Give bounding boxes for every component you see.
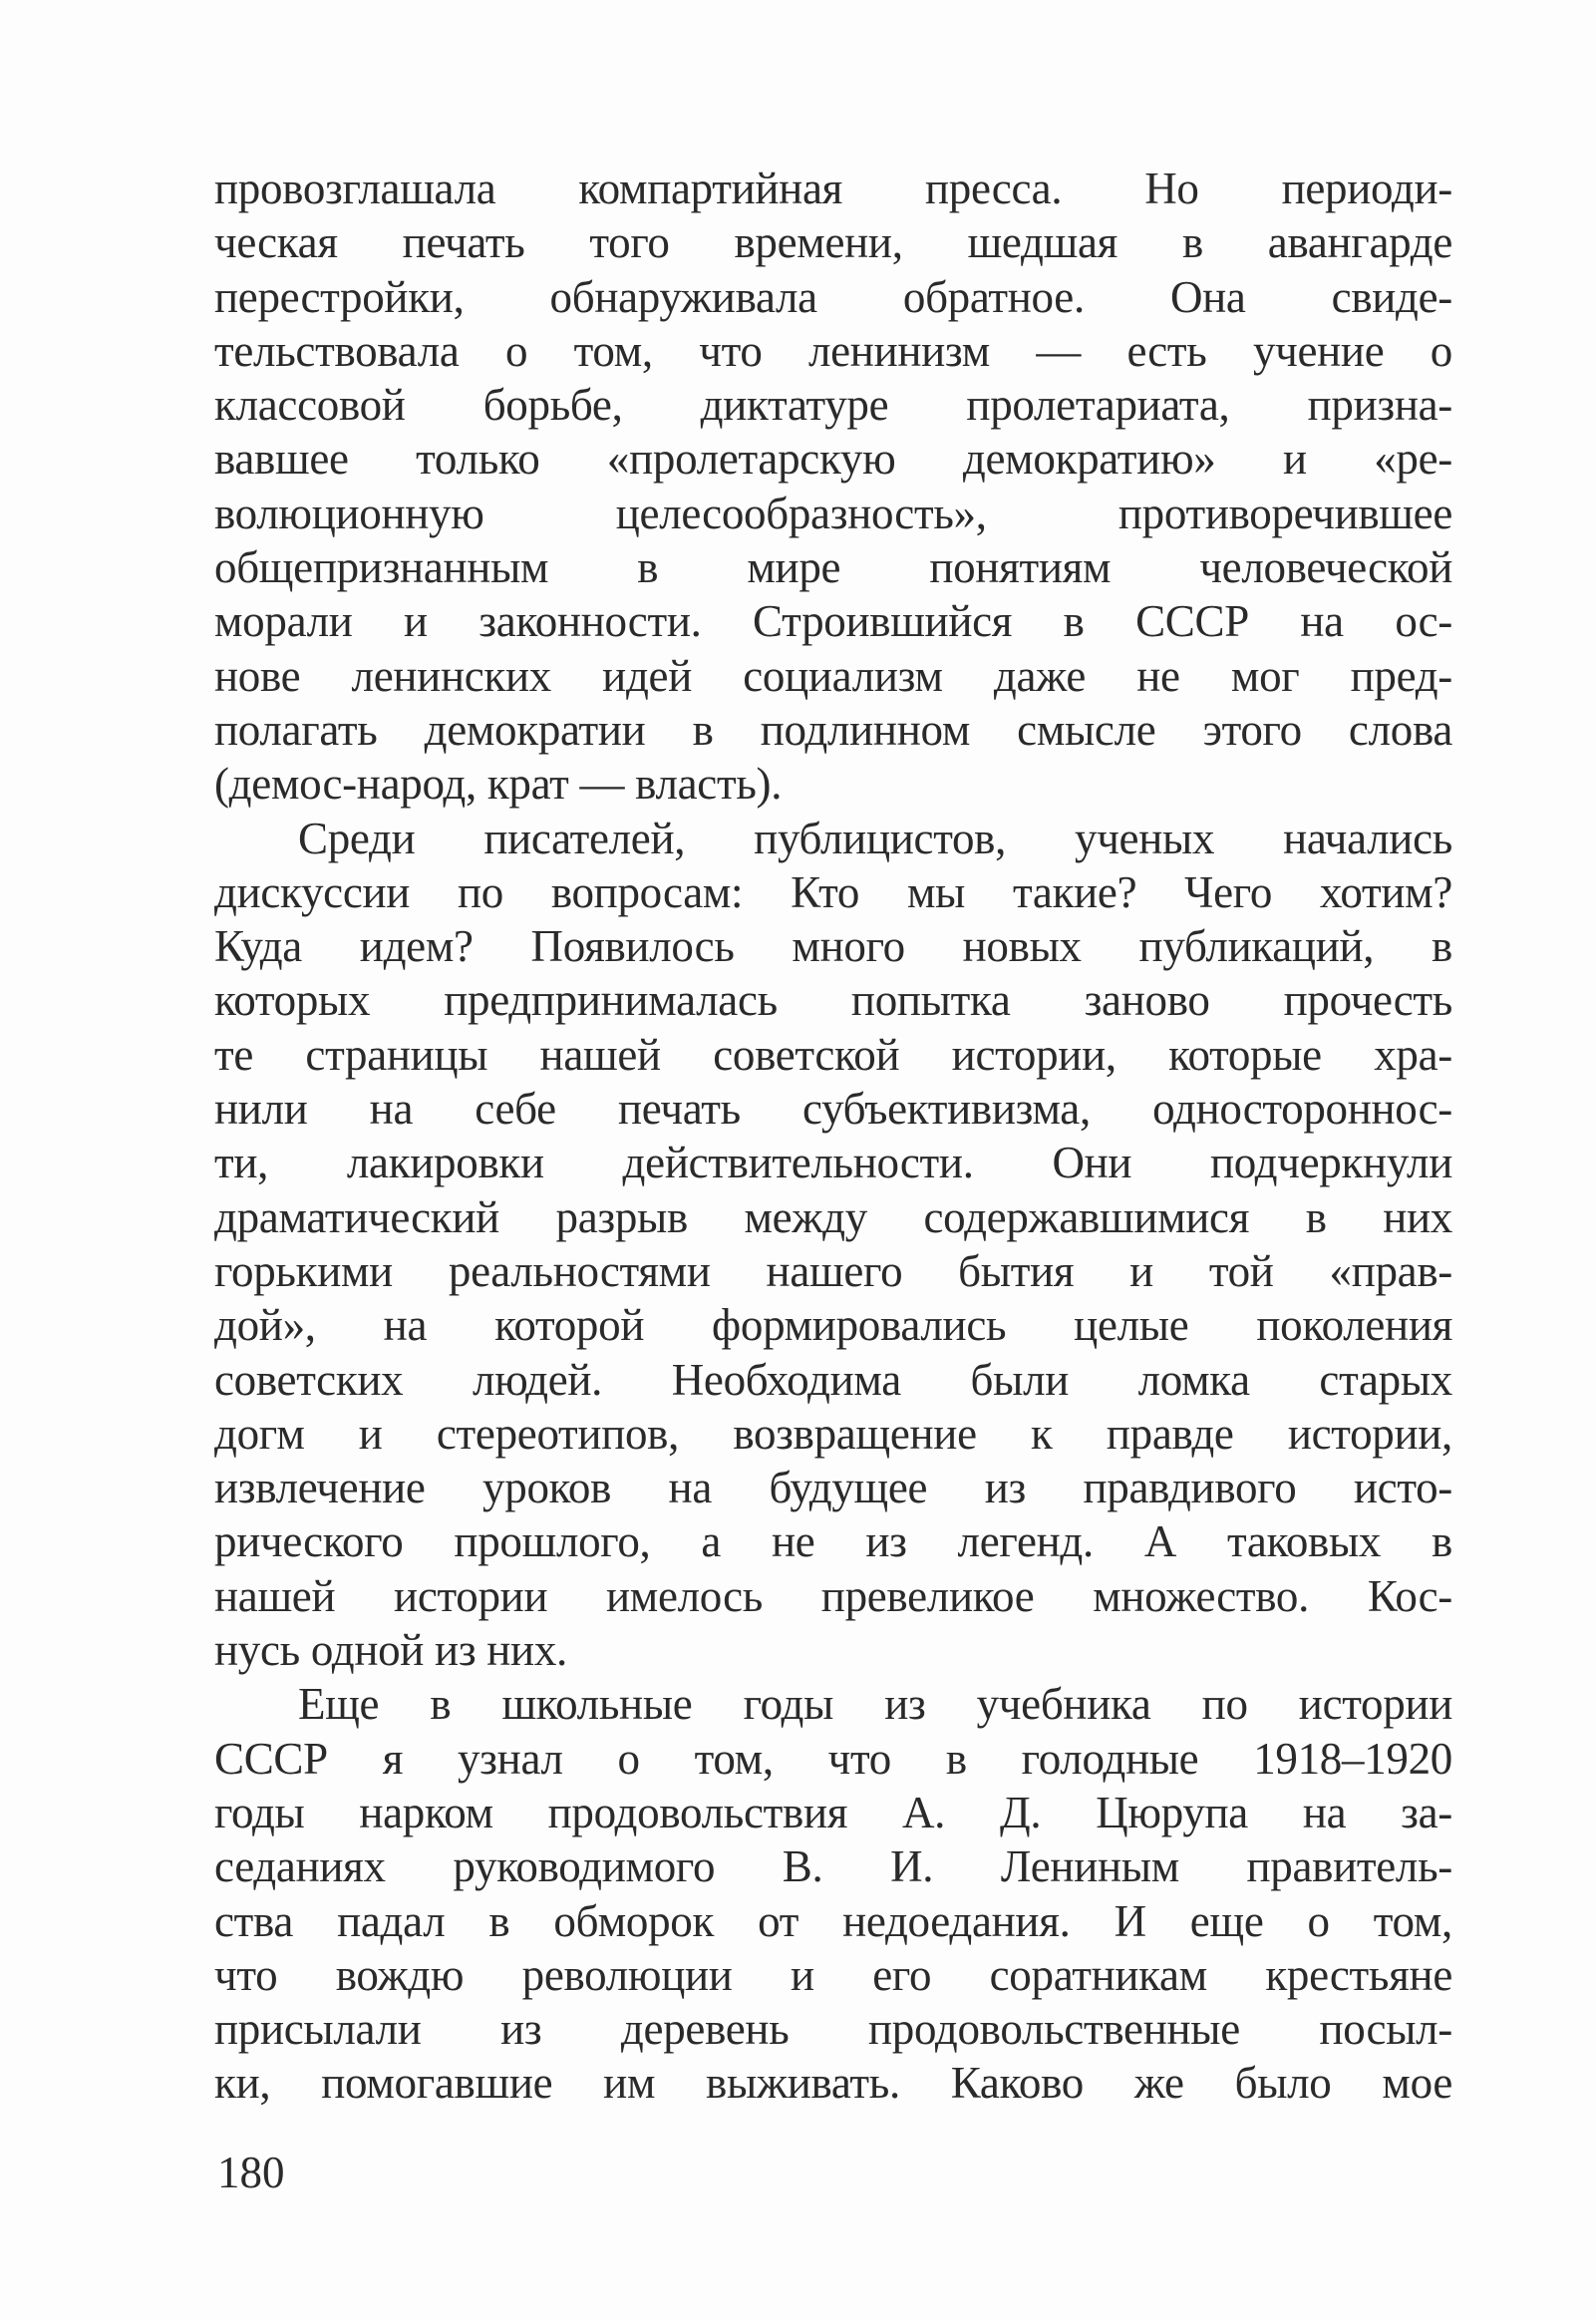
paragraph (214, 1677, 1452, 2110)
text-line: советских людей. Необходима были ломка старых (214, 1354, 1452, 1405)
text-line: тельствовала о том, что ленинизм — есть учение о (214, 325, 1452, 376)
text-line: извлечение уроков на будущее из правдивого исто- (214, 1463, 1452, 1513)
text-line: драматический разрыв между содержавшимися в них (214, 1191, 1452, 1242)
text-line: что вождю революции и его соратникам крестьяне (214, 1949, 1452, 2000)
text-line: волюционную целесообразность», противоречившее (214, 488, 1452, 538)
page-body (214, 162, 1452, 2111)
text-line: дискуссии по вопросам: Кто мы такие? Чего хотим? (214, 866, 1452, 917)
text-line: ческая печать того времени, шедшая в авангарде (214, 217, 1452, 268)
text-line: провозглашала компартийная пресса. Но периоди- (214, 164, 1452, 213)
text-line: годы нарком продовольствия А. Д. Цюрупа на за- (214, 1787, 1452, 1837)
text-line: догм и стереотипов, возвращение к правде истории, (214, 1408, 1452, 1459)
text-line: дой», на которой формировались целые поколения (214, 1300, 1452, 1351)
paragraph (214, 162, 1452, 812)
text-line: седаниях руководимого В. И. Лениным правитель- (214, 1841, 1452, 1892)
text-line: нашей истории имелось превеликое множество. Кос- (214, 1570, 1452, 1621)
text-line: вавшее только «пролетарскую демократию» и «ре- (214, 434, 1452, 485)
text-line: нусь одной из них. (214, 1625, 567, 1676)
text-line: общепризнанным в мире понятиям человеческой (214, 542, 1452, 593)
text-line: ства падал в обморок от недоедания. И еще о том, (214, 1895, 1452, 1946)
text-line: нове ленинских идей социализм даже не мог пред- (214, 650, 1452, 701)
text-line: (демос-народ, крат — власть). (214, 759, 783, 810)
text-line: присылали из деревень продовольственные посыл- (214, 2004, 1452, 2055)
text-line: морали и законности. Строившийся в СССР на ос- (214, 596, 1452, 647)
text-line: нили на себе печать субъективизма, одностороннос- (214, 1084, 1452, 1135)
page-number: 180 (217, 2148, 285, 2197)
text-line: рического прошлого, а не из легенд. А таковых в (214, 1516, 1452, 1567)
text-line: перестройки, обнаруживала обратное. Она свиде- (214, 271, 1452, 322)
text-line: классовой борьбе, диктатуре пролетариата, призна- (214, 380, 1452, 431)
text-line: те страницы нашей советской истории, которые хра- (214, 1029, 1452, 1080)
text-line: горькими реальностями нашего бытия и той «прав- (214, 1245, 1452, 1296)
text-line: ки, помогавшие им выживать. Каково же было мое (214, 2058, 1452, 2109)
paragraph (214, 812, 1452, 1678)
text-line: Еще в школьные годы из учебника по истории (298, 1679, 1452, 1730)
text-line: которых предпринималась попытка заново прочесть (214, 975, 1452, 1026)
text-line: Куда идем? Появилось много новых публикаций, в (214, 921, 1452, 972)
text-line: полагать демократии в подлинном смысле этого слова (214, 704, 1452, 755)
text-line: СССР я узнал о том, что в голодные 1918–1920 (214, 1733, 1452, 1784)
text-line: Среди писателей, публицистов, ученых начались (298, 813, 1452, 863)
text-line: ти, лакировки действительности. Они подчеркнули (214, 1138, 1452, 1188)
